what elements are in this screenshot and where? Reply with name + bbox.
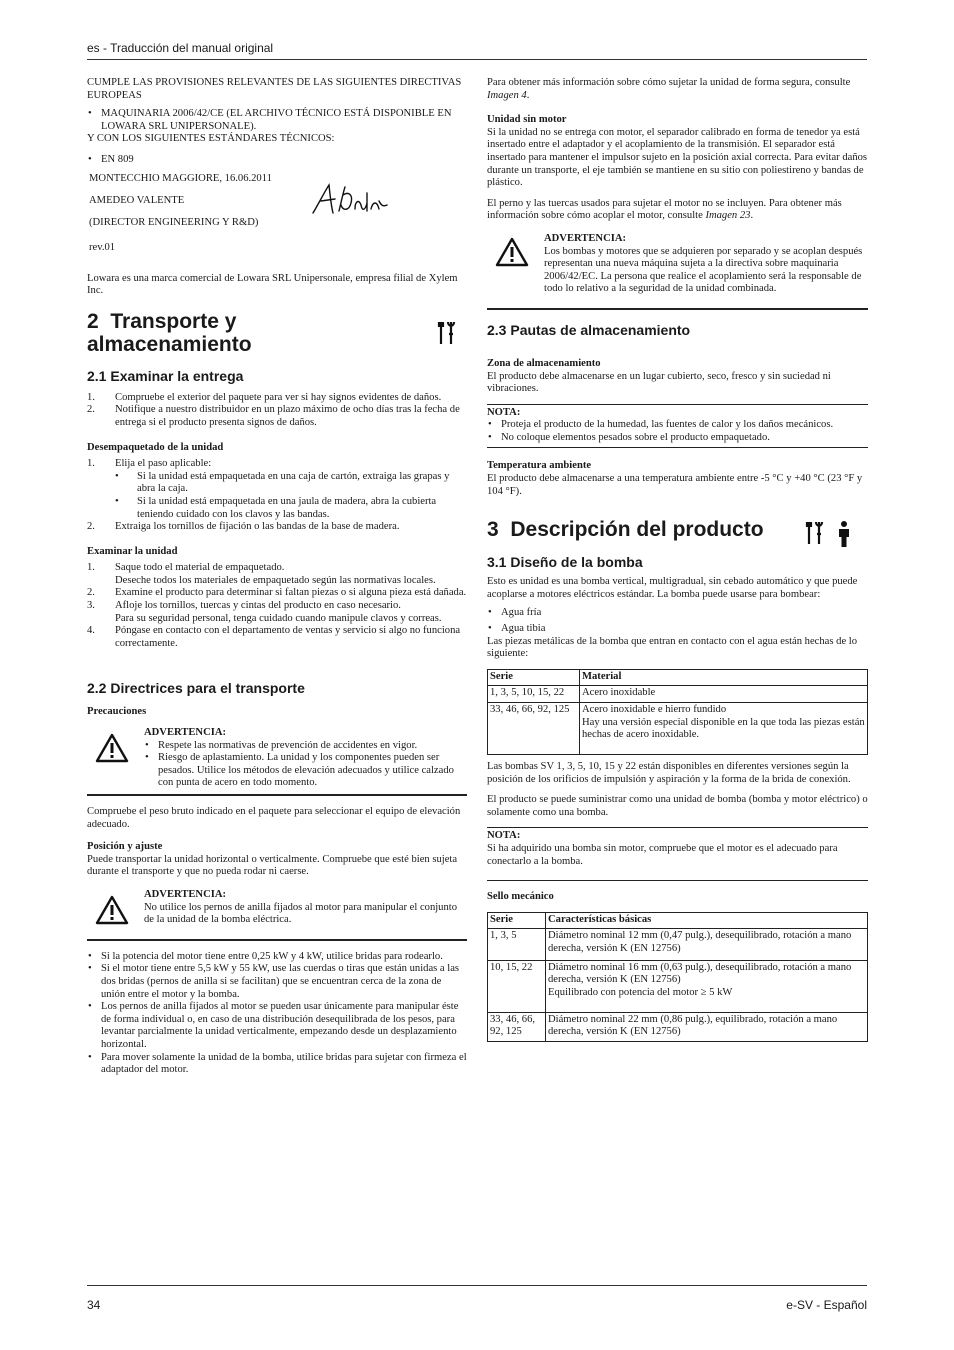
more-info-text: Para obtener más información sobre cómo sujetar la unidad de forma segura, consulte Imagen 4. xyxy=(487,77,851,101)
table-cell: 1, 3, 5 xyxy=(488,929,546,960)
table-row xyxy=(488,703,868,755)
warning-title: ADVERTENCIA: xyxy=(144,888,227,900)
table-cell: Acero inoxidable xyxy=(580,686,868,703)
list-item: • Si la unidad está empaquetada en una jaula de madera, abra la cubierta teniendo cuidado con los clavos y las bandas. xyxy=(87,496,467,521)
note-title: NOTA: xyxy=(487,406,521,418)
unpacking-list xyxy=(87,458,467,534)
brand-note: Lowara es una marca comercial de Lowara SRL Unipersonale, empresa filial de Xylem Inc. xyxy=(87,272,458,297)
section-heading-3 xyxy=(487,518,868,544)
table-cell: 33, 46, 66, 92, 125 xyxy=(488,1012,546,1041)
signer-role: (DIRECTOR ENGINEERING Y R&D) xyxy=(89,216,259,228)
bolt-text: El perno y las tuercas usados para sujetar el motor no se incluyen. Para obtener más información sobre cómo acoplar el motor, consulte Imagen 23. xyxy=(487,197,842,222)
list-item: • Respete las normativas de prevención de accidentes en vigor. xyxy=(144,740,467,753)
page-header: es - Traducción del manual original xyxy=(87,41,274,55)
inspect-label: Examinar la unidad xyxy=(87,545,178,557)
unpacking-sublist xyxy=(87,471,467,521)
lifting-list xyxy=(87,951,467,1077)
supply-text: El producto se puede suministrar como una unidad de bomba (bomba y motor eléctrico) o solamente como una bomba. xyxy=(487,794,868,818)
table-cell: Diámetro nominal 16 mm (0,63 pulg.), desequilibrado, rotación a mano derecha, versión K (EN 12756) Equilibrado con potencia del motor ≥ 5 kW xyxy=(546,960,868,1012)
list-item: • Para mover solamente la unidad de la bomba, utilice bridas para sujetar con firmeza el adaptador del motor. xyxy=(87,1052,467,1077)
standards-text: Y CON LOS SIGUIENTES ESTÁNDARES TÉCNICOS: xyxy=(87,133,335,145)
design-text: Esto es unidad es una bomba vertical, multigradual, sin cebado automático y que puede acoplarse a motores eléctricos estándar. La bomba puede usarse para bombear: xyxy=(487,576,858,600)
table-cell: 10, 15, 22 xyxy=(488,960,546,1012)
list-item: • Si la potencia del motor tiene entre 0,25 kW y 4 kW, utilice bridas para rodearlo. xyxy=(87,951,467,964)
section-number: 2 xyxy=(87,309,99,333)
left-column xyxy=(87,77,467,1077)
warning-title: ADVERTENCIA: xyxy=(144,727,227,739)
note-box xyxy=(487,827,868,881)
signature-image xyxy=(309,181,389,217)
image-reference: Imagen 4 xyxy=(487,89,527,101)
versions-text: Las bombas SV 1, 3, 5, 10, 15 y 22 están disponibles en diferentes versiones según la posición de los orificios de impulsión y aspiración y la forma de la brida de conexión. xyxy=(487,761,851,785)
note-text: Si ha adquirido una bomba sin motor, compruebe que el motor es el adecuado para conectarlo a la bomba. xyxy=(487,842,838,867)
section-title-line1: Transporte y xyxy=(110,309,237,333)
materials-table xyxy=(487,669,868,755)
warning-list xyxy=(144,740,467,790)
table-header-cell: Serie xyxy=(488,912,546,929)
no-motor-label: Unidad sin motor xyxy=(487,114,567,126)
warning-icon xyxy=(495,237,529,267)
section-title: Descripción del producto xyxy=(510,518,764,542)
list-item: 4. Póngase en contacto con el departamento de ventas y servicio si algo no funciona correctamente. xyxy=(87,625,461,649)
revision: rev.01 xyxy=(89,241,116,253)
section-number: 3 xyxy=(487,518,499,542)
person-icon xyxy=(835,520,853,548)
table-header-row xyxy=(488,669,868,686)
section-heading-2 xyxy=(87,310,467,360)
tools-icon xyxy=(805,520,825,546)
temperature-text: El producto debe almacenarse a una temperatura ambiente entre -5 °C y +40 °C (23 °F y 104 °F). xyxy=(487,473,863,497)
warning-icon xyxy=(95,733,129,763)
table-cell: 33, 46, 66, 92, 125 xyxy=(488,703,580,755)
signature-block xyxy=(87,173,467,265)
list-item: • EN 809 xyxy=(87,154,467,167)
position-text: Puede transportar la unidad horizontal o verticalmente. Compruebe que esté bien sujeta durante el transporte y que no pueda rodar ni caerse. xyxy=(87,853,458,878)
list-item: • Proteja el producto de la humedad, las fuentes de calor y los daños mecánicos. xyxy=(487,419,868,432)
precautions-label: Precauciones xyxy=(87,706,147,718)
document-name: e-SV - Español xyxy=(786,1298,867,1312)
liquids-list xyxy=(487,607,868,635)
warning-box xyxy=(487,233,868,310)
inspect-list xyxy=(87,562,467,650)
list-item: • Agua tibia xyxy=(487,623,868,636)
list-item: 2. Notifique a nuestro distribuidor en un plazo máximo de ocho días tras la fecha de entrega si el producto presenta signos de daños. xyxy=(87,404,460,428)
seal-table xyxy=(487,912,868,1042)
delivery-check-list xyxy=(87,392,467,430)
subsection-heading-2-3: 2.3 Pautas de almacenamiento xyxy=(487,321,691,338)
warning-text: No utilice los pernos de anilla fijados al motor para manipular el conjunto de la unidad de la bomba eléctrica. xyxy=(144,901,458,926)
table-cell: Diámetro nominal 12 mm (0,47 pulg.), desequilibrado, rotación a mano derecha, versión K (EN 12756) xyxy=(546,929,868,960)
list-item: 1. Compruebe el exterior del paquete para ver si hay signos evidentes de daños. xyxy=(87,391,442,403)
directive-list xyxy=(87,108,467,133)
standards-list xyxy=(87,154,467,167)
list-item: • Si el motor tiene entre 5,5 kW y 55 kW, use las cuerdas o tiras que están unidas a las dos bridas (pernos de anilla si se facilitan) que se encuentran cerca de la zona de unión entre el motor y la bomba. xyxy=(87,963,467,1001)
table-header-cell: Material xyxy=(580,669,868,686)
list-item: • No coloque elementos pesados sobre el producto empaquetado. xyxy=(487,432,868,445)
list-item: • MAQUINARIA 2006/42/CE (EL ARCHIVO TÉCNICO ESTÁ DISPONIBLE EN LOWARA SRL UNIPERSONALE). xyxy=(87,108,467,133)
table-cell: Acero inoxidable e hierro fundido Hay una versión especial disponible en la que toda las piezas están hechas de acero inoxidable. xyxy=(580,703,868,755)
no-motor-text: Si la unidad no se entrega con motor, el separador calibrado en forma de tenedor ya está insertado entre el adaptador y el acoplamiento de la transmisión. El separador está insertado para mantener el impulsor sujeto en la posición axial correcta. Para evitar daños durante un transporte, el eje también se mantiene en su sitio con poliestireno y bandas de plástico. xyxy=(487,126,868,189)
warning-icon xyxy=(95,895,129,925)
subsection-heading-2-1: 2.1 Examinar la entrega xyxy=(87,367,244,384)
position-label: Posición y ajuste xyxy=(87,841,163,853)
declaration-text: CUMPLE LAS PROVISIONES RELEVANTES DE LAS SIGUIENTES DIRECTIVAS EUROPEAS xyxy=(87,77,462,101)
page-number: 34 xyxy=(87,1298,101,1312)
list-item: • Riesgo de aplastamiento. La unidad y los componentes pueden ser pesados. Utilice los métodos de elevación adecuados y utilice calzado con punta de acero en todo momento. xyxy=(144,752,467,790)
footer-divider xyxy=(87,1285,867,1286)
table-cell: Diámetro nominal 22 mm (0,86 pulg.), equilibrado, rotación a mano derecha, versión K (EN 12756) xyxy=(546,1012,868,1041)
table-header-cell: Características básicas xyxy=(546,912,868,929)
warning-text: Los bombas y motores que se adquieren por separado y se acoplan después representan una nueva máquina sujeta a la directiva sobre maquinaria 2006/42/EC. La persona que realice el acoplamiento será la responsable de todo lo relativo a la seguridad de la unidad combinada. xyxy=(544,245,863,295)
metal-parts-text: Las piezas metálicas de la bomba que entran en contacto con el agua están hechas de lo siguiente: xyxy=(487,635,858,660)
weight-text: Compruebe el peso bruto indicado en el paquete para seleccionar el equipo de elevación adecuado. xyxy=(87,806,461,830)
list-item: • Los pernos de anilla fijados al motor se pueden usar únicamente para manipular éste de forma individual o, en caso de una distribución desequilibrada de los pesos, para levantar parcialmente la unidad verticalmente, empezando desde un desplazamiento horizontal. xyxy=(87,1001,467,1051)
list-item: • Agua fría xyxy=(487,607,868,620)
note-list xyxy=(487,419,868,444)
table-header-row xyxy=(488,912,868,929)
list-item: 1. Elija el paso aplicable: • Si la unidad está empaquetada en una caja de cartón, extraiga las grapas y abra la caja. • Si la unidad está empaquetada en una jaula de madera, abra la cubierta teniendo cuidado con los clavos y las bandas. xyxy=(87,458,467,521)
storage-area-label: Zona de almacenamiento xyxy=(487,357,601,369)
table-header-cell: Serie xyxy=(488,669,580,686)
list-item: 1. Saque todo el material de empaquetado. Deseche todos los materiales de empaquetado según las normativas locales. xyxy=(87,562,436,586)
table-cell: 1, 3, 5, 10, 15, 22 xyxy=(488,686,580,703)
place-date: MONTECCHIO MAGGIORE, 16.06.2011 xyxy=(89,172,272,184)
storage-area-text: El producto debe almacenarse en un lugar cubierto, seco, fresco y sin suciedad ni vibraciones. xyxy=(487,370,831,395)
table-row xyxy=(488,1012,868,1041)
table-row xyxy=(488,929,868,960)
temperature-label: Temperatura ambiente xyxy=(487,460,592,472)
warning-box xyxy=(87,889,467,941)
list-item: 2. Extraiga los tornillos de fijación o las bandas de la base de madera. xyxy=(87,521,400,533)
unpacking-label: Desempaquetado de la unidad xyxy=(87,441,224,453)
section-title-line2: almacenamiento xyxy=(87,332,252,356)
image-reference: Imagen 23 xyxy=(705,210,751,222)
right-column xyxy=(487,77,868,1042)
table-row xyxy=(488,960,868,1012)
table-row xyxy=(488,686,868,703)
warning-title: ADVERTENCIA: xyxy=(544,232,627,244)
subsection-heading-3-1: 3.1 Diseño de la bomba xyxy=(487,554,643,571)
note-box xyxy=(487,404,868,449)
subsection-heading-2-2: 2.2 Directrices para el transporte xyxy=(87,680,305,697)
list-item: • Si la unidad está empaquetada en una caja de cartón, extraiga las grapas y abra la caja. xyxy=(87,471,467,496)
mechanical-seal-label: Sello mecánico xyxy=(487,891,554,903)
signer-name: AMEDEO VALENTE xyxy=(89,194,185,206)
tools-icon xyxy=(437,320,457,346)
list-item: 2. Examine el producto para determinar si faltan piezas o si alguna pieza está dañada. xyxy=(87,587,467,599)
warning-box xyxy=(87,727,467,796)
note-title: NOTA: xyxy=(487,830,521,842)
list-item: 3. Afloje los tornillos, tuercas y cintas del producto en caso necesario. Para su seguridad personal, tenga cuidado cuando manipule clavos y correas. xyxy=(87,600,442,624)
header-divider xyxy=(87,59,867,60)
